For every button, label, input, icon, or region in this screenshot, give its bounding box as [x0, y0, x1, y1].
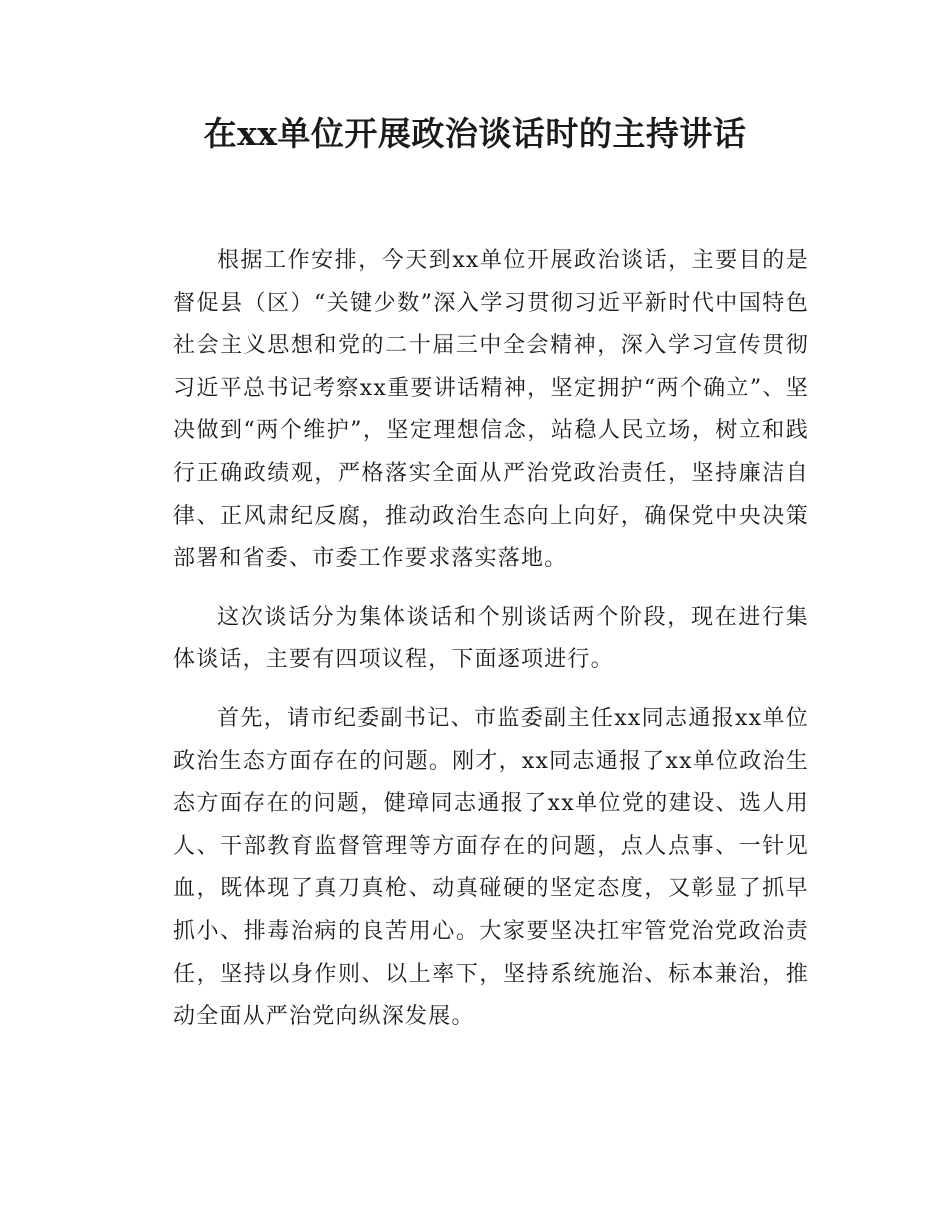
paragraph-agenda: 这次谈话分为集体谈话和个别谈话两个阶段，现在进行集体谈话，主要有四项议程，下面逐项进行。	[173, 604, 809, 673]
document-body	[173, 240, 809, 1055]
paragraph-intro: 根据工作安排，今天到xx单位开展政治谈话，主要目的是督促县（区）“关键少数”深入学习贯彻习近平新时代中国特色社会主义思想和党的二十届三中全会精神，深入学习宣传贯彻习近平总书记考察xx重要讲话精神，坚定拥护“两个确立”、坚决做到“两个维护”，坚定理想信念，站稳人民立场，树立和践行正确政绩观，严格落实全面从严治党政治责任，坚持廉洁自律、正风肃纪反腐，推动政治生态向上向好，确保党中央决策部署和省委、市委工作要求落实落地。	[173, 248, 809, 572]
paragraph-report: 首先，请市纪委副书记、市监委副主任xx同志通报xx单位政治生态方面存在的问题。刚才，xx同志通报了xx单位政治生态方面存在的问题，健璋同志通报了xx单位党的建设、选人用人、干部教育监督管理等方面存在的问题，点人点事、一针见血，既体现了真刀真枪、动真碰硬的坚定态度，又彰显了抓早抓小、排毒治病的良苦用心。大家要坚决扛牢管党治党政治责任，坚持以身作则、以上率下，坚持系统施治、标本兼治，推动全面从严治党向纵深发展。	[173, 705, 809, 1030]
document-title: 在xx单位开展政治谈话时的主持讲话	[203, 114, 747, 153]
